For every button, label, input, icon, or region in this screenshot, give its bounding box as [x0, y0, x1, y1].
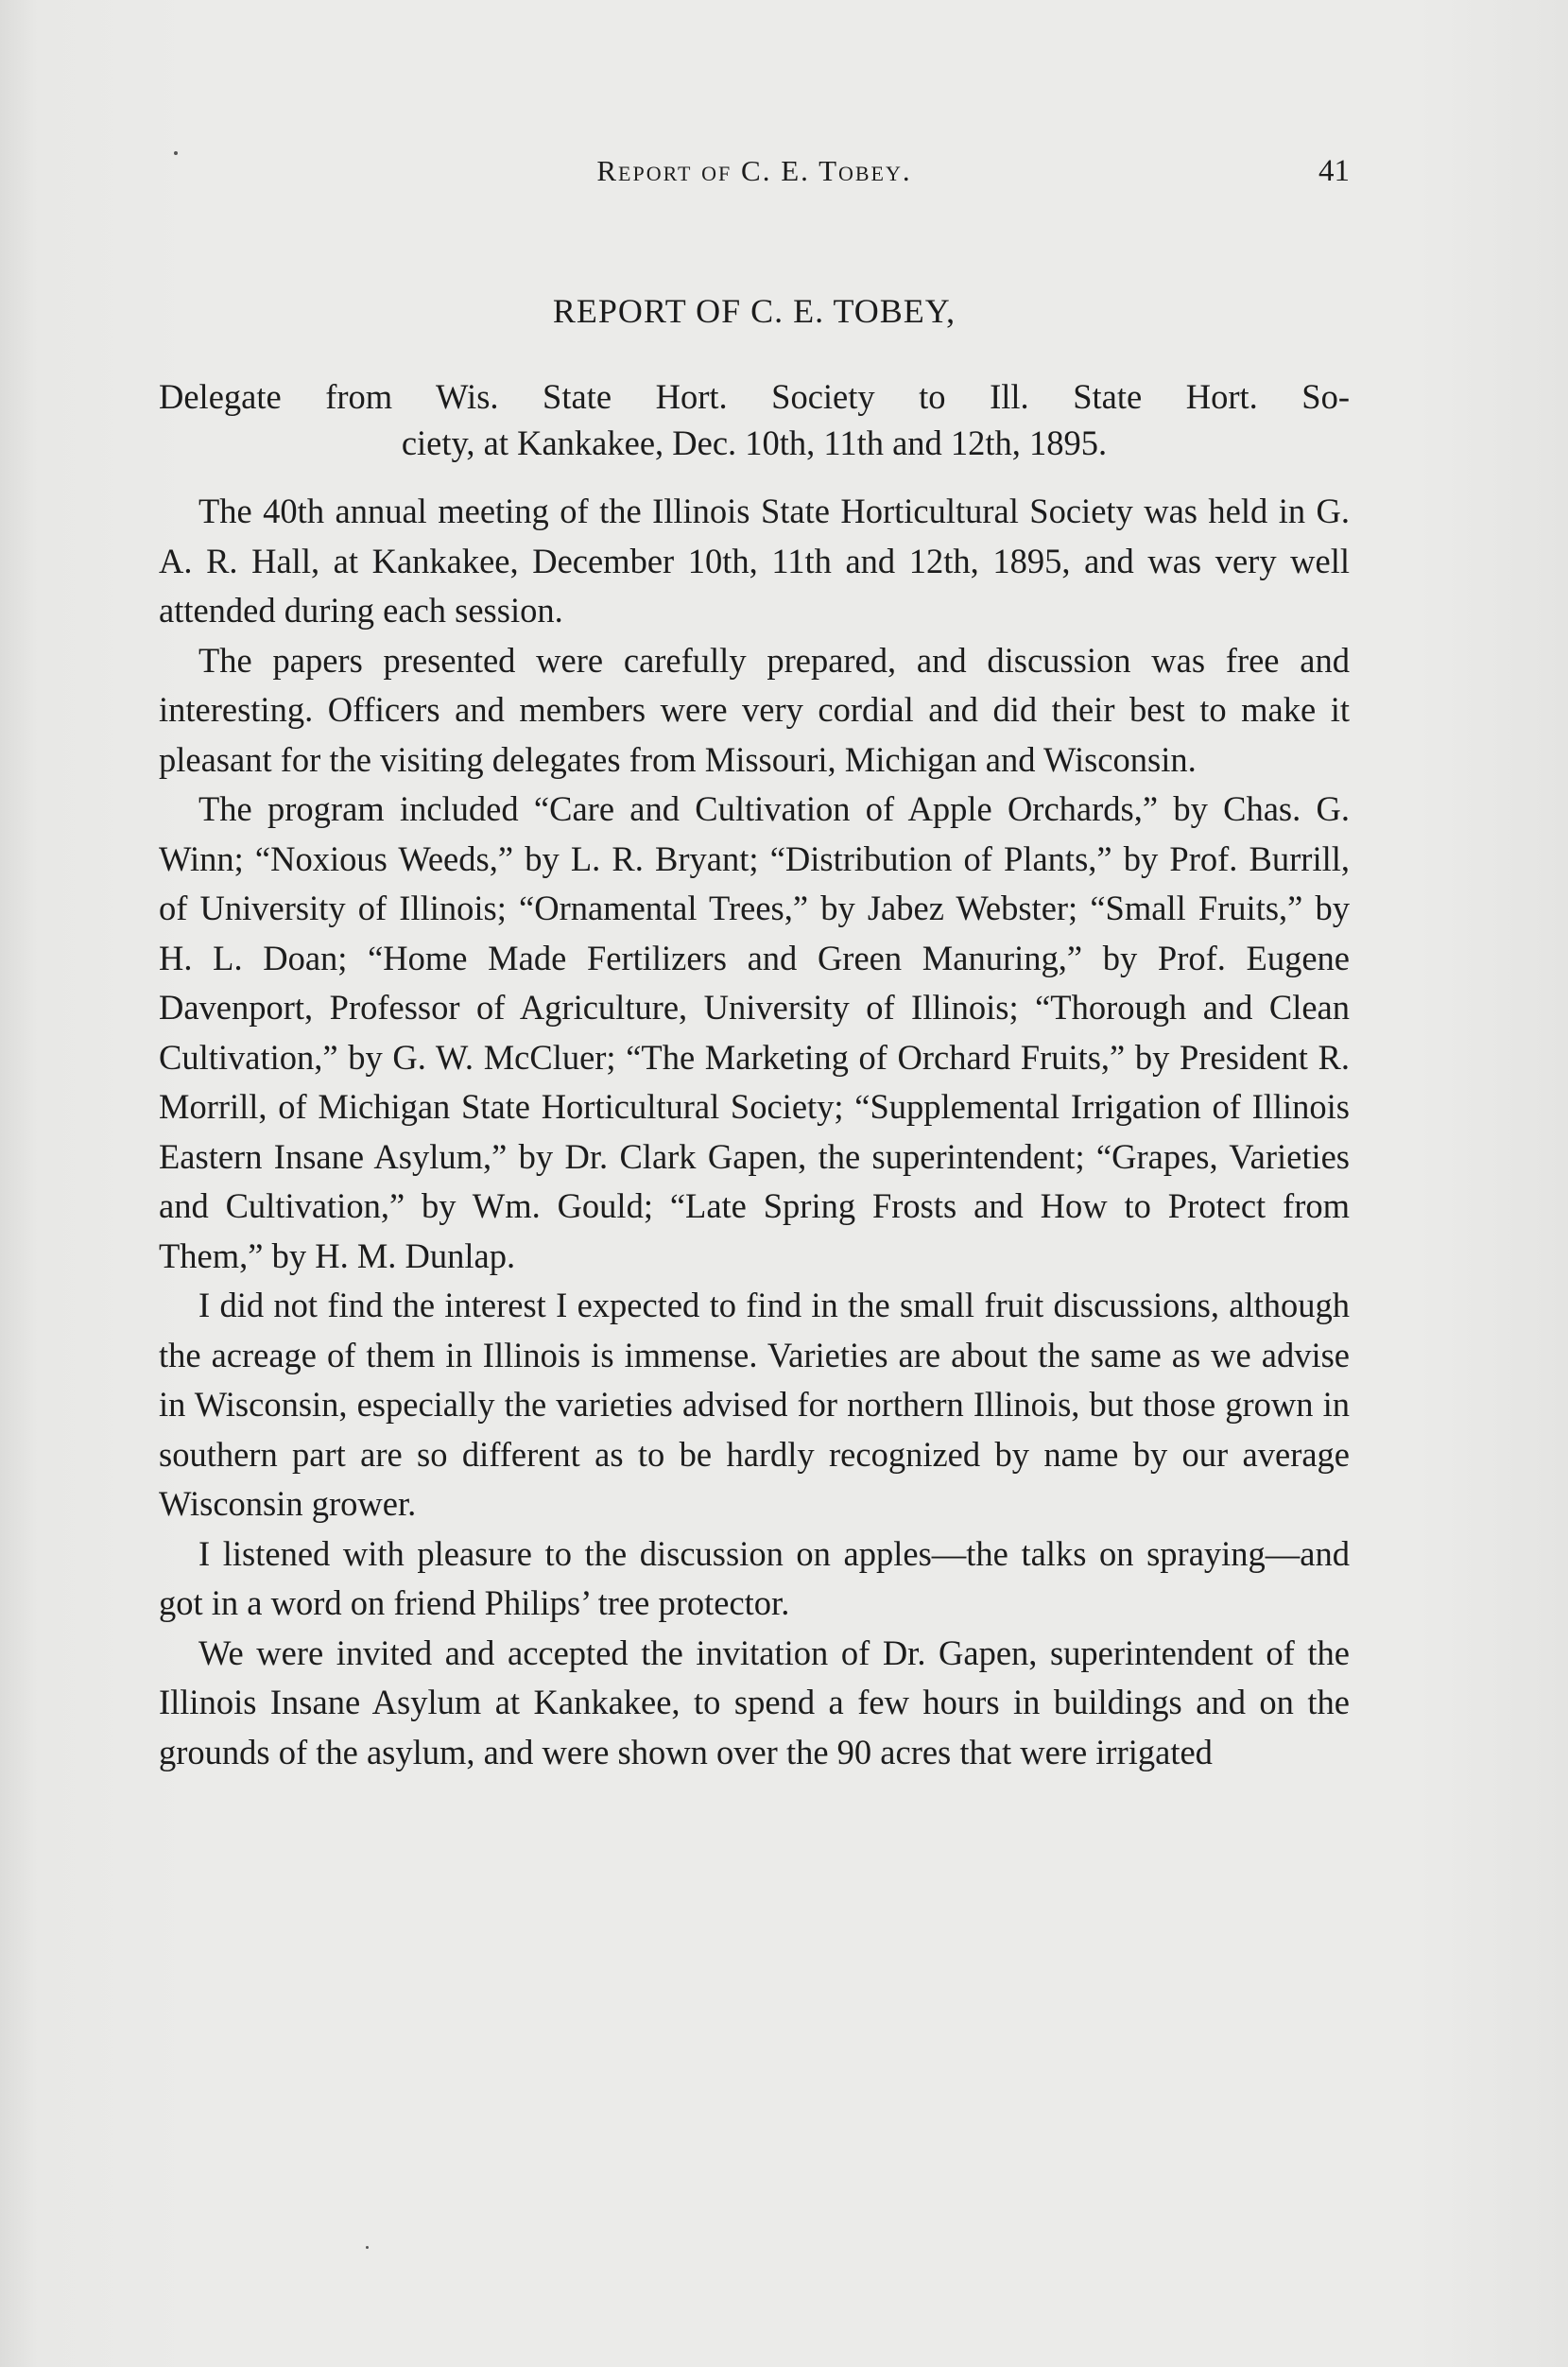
article-title: REPORT OF C. E. TOBEY, [552, 292, 956, 330]
running-header [159, 154, 1350, 199]
article-subtitle [159, 373, 1350, 466]
running-title: Report of C. E. Tobey. [596, 154, 912, 187]
subtitle-line-2: ciety, at Kankakee, Dec. 10th, 11th and 12th, 1895. [401, 423, 1108, 462]
paragraph-papers: The papers presented were carefully prepared, and discussion was free and interesting. Officers and members were very cordial and did their best to make it pleasant for the visiting delegates from Missouri, Michigan and Wisconsin. [159, 640, 1350, 779]
article-body [159, 487, 1350, 1777]
paragraph-program: The program included “Care and Cultivation of Apple Orchards,” by Chas. G. Winn; “Noxious Weeds,” by L. R. Bryant; “Distribution of Plants,” by Prof. Burrill, of University of Illinois; “Ornamental Trees,” by Jabez Webster; “Small Fruits,” by H. L. Doan; “Home Made Fertilizers and Green Manuring,” by Prof. Eugene Davenport, Professor of Agriculture, University of Illinois; “Thorough and Clean Cultivation,” by G. W. McCluer; “The Marketing of Orchard Fruits,” by President R. Morrill, of Michigan State Horticultural Society; “Supplemental Irrigation of Illinois Eastern Insane Asylum,” by Dr. Clark Gapen, the superintendent; “Grapes, Varieties and Cultivation,” by Wm. Gould; “Late Spring Frosts and How to Protect from Them,” by H. M. Dunlap. [159, 789, 1350, 1275]
subtitle-line-1: Delegate from Wis. State Hort. Society to Ill. State Hort. So- [159, 377, 1350, 416]
print-speck [366, 2246, 369, 2249]
paragraph-small-fruit: I did not find the interest I expected to find in the small fruit discussions, although the acreage of them in Illinois is immense. Varieties are about the same as we advise in Wisconsin, especially the varieties advised for northern Illinois, but those grown in southern part are so different as to be hardly recognized by name by our average Wisconsin grower. [159, 1286, 1350, 1523]
paragraph-annual-meeting: The 40th annual meeting of the Illinois State Horticultural Society was held in G. A. R. Hall, at Kankakee, December 10th, 11th and 12th, 1895, and was very well attended during each session. [159, 492, 1350, 630]
paragraph-apples: I listened with pleasure to the discussion on apples—the talks on spraying—and got in a word on friend Philips’ tree protector. [159, 1533, 1350, 1622]
page-number: 41 [1318, 154, 1350, 188]
paragraph-asylum-visit: We were invited and accepted the invitation of Dr. Gapen, superintendent of the Illinois Insane Asylum at Kankakee, to spend a few hours in buildings and on the grounds of the asylum, and were shown over the 90 acres that were irrigated [159, 1633, 1350, 1771]
